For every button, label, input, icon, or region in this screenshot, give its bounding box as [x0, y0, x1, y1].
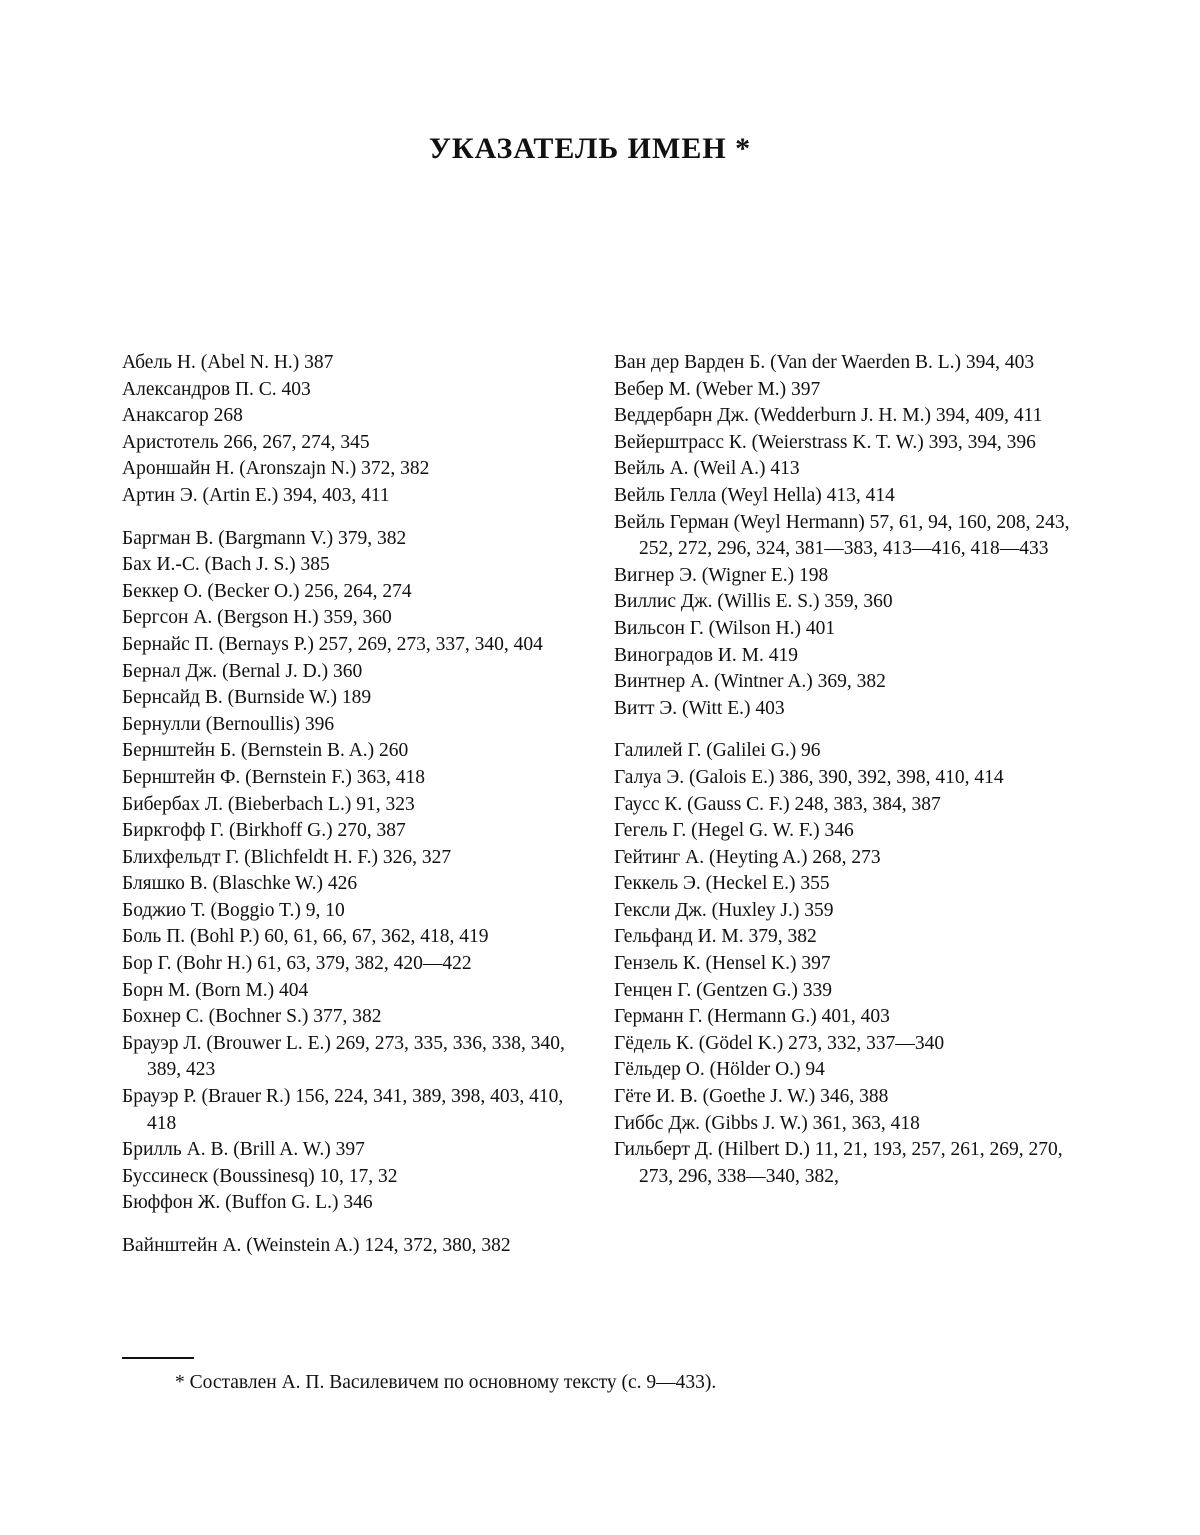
index-entry: Бор Г. (Bohr H.) 61, 63, 379, 382, 420—422 — [122, 953, 472, 975]
index-entry: Бернулли (Bernoullis) 396 — [122, 713, 335, 735]
index-entry: Галилей Г. (Galilei G.) 96 — [614, 740, 821, 762]
index-letter-group — [122, 1233, 592, 1260]
index-column-left — [122, 350, 592, 1276]
index-entry: Беккер О. (Becker O.) 256, 264, 274 — [122, 580, 412, 602]
index-entry: Брауэр Р. (Brauer R.) 156, 224, 341, 389, 398, 403, 410, 418 — [122, 1086, 564, 1134]
index-entry: Галуа Э. (Galois E.) 386, 390, 392, 398, 410, 414 — [614, 766, 1004, 788]
index-letter-group — [122, 350, 592, 510]
index-entry: Ароншайн Н. (Aronszajn N.) 372, 382 — [122, 458, 430, 480]
index-entry: Александров П. С. 403 — [122, 378, 311, 400]
index-entry: Гексли Дж. (Huxley J.) 359 — [614, 899, 834, 921]
index-entry: Гиббс Дж. (Gibbs J. W.) 361, 363, 418 — [614, 1112, 920, 1134]
index-entry: Гейтинг А. (Heyting A.) 268, 273 — [614, 846, 881, 868]
index-entry: Бюффон Ж. (Buffon G. L.) 346 — [122, 1192, 373, 1214]
index-entry: Гаусс К. (Gauss C. F.) 248, 383, 384, 387 — [614, 793, 941, 815]
index-column-right — [614, 350, 1084, 1206]
index-entry: Бах И.-С. (Bach J. S.) 385 — [122, 554, 330, 576]
index-entry: Бернал Дж. (Bernal J. D.) 360 — [122, 660, 363, 682]
index-entry: Вейль Герман (Weyl Hermann) 57, 61, 94, 160, 208, 243, 252, 272, 296, 324, 381—383, 413—416, 418—433 — [614, 511, 1070, 560]
index-entry: Вайнштейн А. (Weinstein A.) 124, 372, 380, 382 — [122, 1235, 511, 1256]
index-letter-group — [122, 526, 592, 1217]
index-entry: Бибербах Л. (Bieberbach L.) 91, 323 — [122, 793, 415, 815]
index-entry: Аристотель 266, 267, 274, 345 — [122, 431, 370, 453]
index-entry: Вейль Гелла (Weyl Hella) 413, 414 — [614, 484, 895, 506]
index-entry: Бернсайд В. (Burnside W.) 189 — [122, 687, 372, 709]
index-entry: Генцен Г. (Gentzen G.) 339 — [614, 979, 833, 1001]
index-entry: Абель Н. (Abel N. H.) 387 — [122, 352, 334, 373]
index-entry: Брилль А. В. (Brill A. W.) 397 — [122, 1139, 365, 1161]
index-entry: Боджио Т. (Boggio T.) 9, 10 — [122, 899, 345, 921]
index-entry: Буссинеск (Boussinesq) 10, 17, 32 — [122, 1165, 398, 1187]
index-entry: Бергсон А. (Bergson H.) 359, 360 — [122, 607, 392, 629]
index-entry: Гильберт Д. (Hilbert D.) 11, 21, 193, 257, 261, 269, 270, 273, 296, 338—340, 382, — [614, 1139, 1063, 1187]
index-entry: Гёдель К. (Gödel K.) 273, 332, 337—340 — [614, 1032, 945, 1054]
index-letter-group — [614, 738, 1084, 1190]
index-entry: Боль П. (Bohl P.) 60, 61, 66, 67, 362, 418, 419 — [122, 926, 489, 948]
index-entry: Вейерштрасс К. (Weierstrass K. T. W.) 393, 394, 396 — [614, 431, 1036, 453]
index-entry: Бернштейн Ф. (Bernstein F.) 363, 418 — [122, 766, 426, 788]
index-entry: Бернайс П. (Bernays P.) 257, 269, 273, 337, 340, 404 — [122, 633, 543, 655]
index-entry: Гегель Г. (Hegel G. W. F.) 346 — [614, 820, 854, 842]
index-entry: Анаксагор 268 — [122, 405, 243, 427]
index-entry: Геккель Э. (Heckel E.) 355 — [614, 873, 830, 895]
index-entry: Гельфанд И. М. 379, 382 — [614, 926, 817, 948]
index-entry: Веддербарн Дж. (Wedderburn J. H. M.) 394, 409, 411 — [614, 405, 1043, 427]
index-entry: Бернштейн Б. (Bernstein B. A.) 260 — [122, 740, 409, 762]
index-entry: Ван дер Варден Б. (Van der Waerden B. L.) 394, 403 — [614, 352, 1035, 373]
index-entry: Виллис Дж. (Willis E. S.) 359, 360 — [614, 591, 893, 613]
index-entry: Борн М. (Born M.) 404 — [122, 979, 309, 1001]
page-title: УКАЗАТЕЛЬ ИМЕН * — [428, 132, 752, 166]
index-entry: Бохнер С. (Bochner S.) 377, 382 — [122, 1006, 382, 1028]
index-entry: Артин Э. (Artin E.) 394, 403, 411 — [122, 484, 390, 506]
index-entry: Биркгофф Г. (Birkhoff G.) 270, 387 — [122, 820, 406, 842]
index-entry: Вебер М. (Weber M.) 397 — [614, 378, 821, 400]
index-entry: Гензель К. (Hensel K.) 397 — [614, 953, 831, 975]
index-entry: Германн Г. (Hermann G.) 401, 403 — [614, 1006, 890, 1028]
index-letter-group — [614, 350, 1084, 722]
index-entry: Гёте И. В. (Goethe J. W.) 346, 388 — [614, 1086, 889, 1108]
footnote: * Составлен А. П. Василевичем по основному тексту (с. 9—433). — [175, 1372, 717, 1393]
index-entry: Бляшко В. (Blaschke W.) 426 — [122, 873, 358, 895]
index-entry: Брауэр Л. (Brouwer L. E.) 269, 273, 335, 336, 338, 340, 389, 423 — [122, 1032, 565, 1081]
index-entry: Вейль А. (Weil A.) 413 — [614, 458, 800, 480]
index-entry: Блихфельдт Г. (Blichfeldt H. F.) 326, 327 — [122, 846, 452, 868]
index-entry: Виноградов И. М. 419 — [614, 644, 798, 666]
index-entry: Вигнер Э. (Wigner E.) 198 — [614, 564, 829, 586]
index-entry: Баргман В. (Bargmann V.) 379, 382 — [122, 527, 407, 549]
index-entry: Витт Э. (Witt E.) 403 — [614, 697, 785, 719]
footnote-divider — [122, 1357, 194, 1359]
index-entry: Винтнер А. (Wintner A.) 369, 382 — [614, 671, 886, 693]
index-entry: Гёльдер О. (Hölder O.) 94 — [614, 1059, 825, 1081]
index-entry: Вильсон Г. (Wilson H.) 401 — [614, 617, 836, 639]
